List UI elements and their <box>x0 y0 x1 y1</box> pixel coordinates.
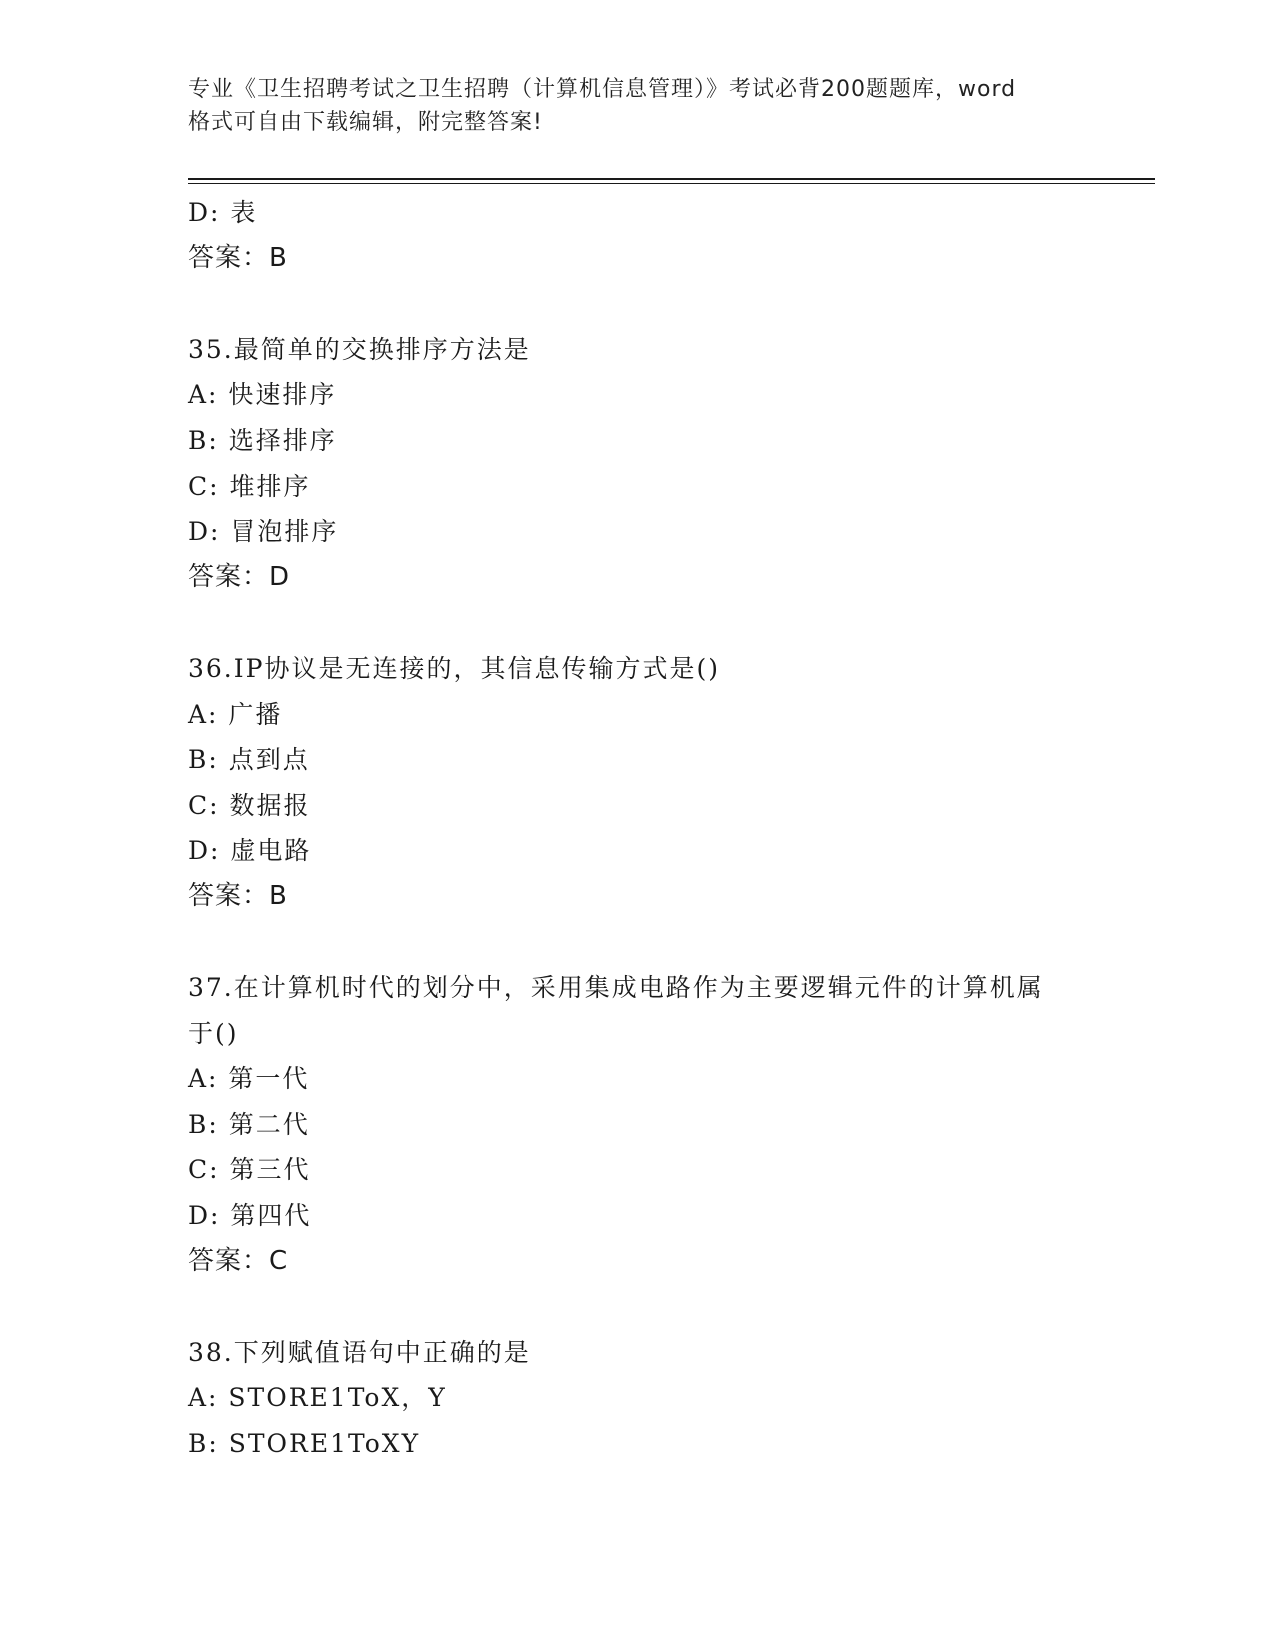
option-b: B: STORE1ToXY <box>188 1429 421 1459</box>
option-d: D: 冒泡排序 <box>188 517 339 547</box>
question-36 <box>188 646 1088 920</box>
option-d: D: 虚电路 <box>188 836 312 866</box>
document-header <box>188 73 1108 139</box>
header-line-1: 专业《卫生招聘考试之卫生招聘（计算机信息管理）》考试必背200题题库，word <box>188 77 1017 102</box>
question-stem: 35.最简单的交换排序方法是 <box>188 334 531 364</box>
option-a: A: STORE1ToX，Y <box>188 1383 447 1413</box>
option-d: D: 表 <box>188 198 258 227</box>
option-b: B: 第二代 <box>188 1109 310 1139</box>
question-35 <box>188 327 1088 601</box>
option-a: A: 广播 <box>188 699 283 729</box>
question-list <box>188 190 1088 1467</box>
option-a: A: 快速排序 <box>188 380 337 410</box>
answer: 答案：B <box>188 880 288 911</box>
option-b: B: 选择排序 <box>188 425 337 455</box>
option-c: C: 数据报 <box>188 790 311 820</box>
option-c: C: 堆排序 <box>188 471 311 501</box>
question-stem: 38.下列赋值语句中正确的是 <box>188 1337 531 1367</box>
header-line-2: 格式可自由下载编辑，附完整答案! <box>188 110 543 135</box>
option-d: D: 第四代 <box>188 1201 312 1231</box>
option-c: C: 第三代 <box>188 1155 311 1185</box>
option-b: B: 点到点 <box>188 745 310 775</box>
question-stem: 36.IP协议是无连接的，其信息传输方式是() <box>188 653 720 683</box>
answer: 答案：D <box>188 561 291 592</box>
header-divider-thin <box>188 183 1155 184</box>
answer: 答案：C <box>188 1245 289 1276</box>
question-37 <box>188 965 1088 1284</box>
question-stem: 37.在计算机时代的划分中，采用集成电路作为主要逻辑元件的计算机属于() <box>188 973 1044 1048</box>
header-divider <box>188 178 1155 180</box>
answer: 答案：B <box>188 242 288 273</box>
question-38 <box>188 1330 1088 1467</box>
option-a: A: 第一代 <box>188 1064 310 1094</box>
